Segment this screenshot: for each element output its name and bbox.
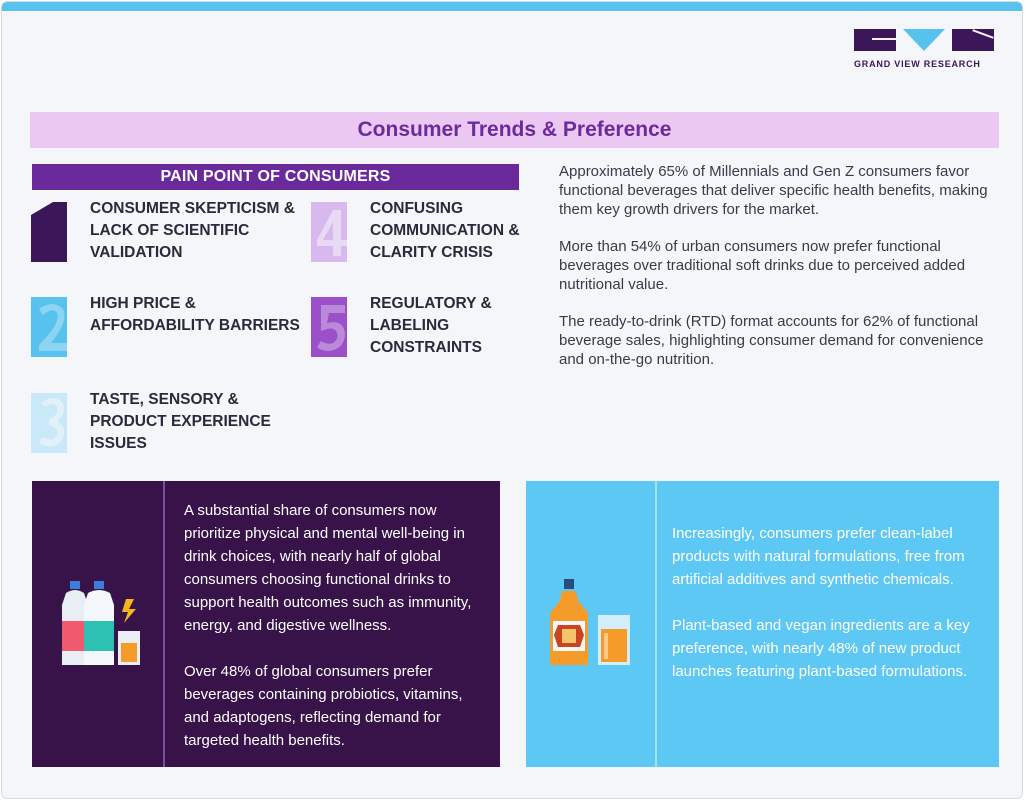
pain-point-item-4: [311, 198, 526, 264]
number-4-icon: [311, 198, 355, 258]
wellbeing-panel: [32, 481, 500, 767]
pain-point-item-3: [31, 389, 301, 455]
page-title: Consumer Trends & Preference: [357, 118, 672, 141]
logo-r-block: [952, 29, 994, 51]
brand-name: GRAND VIEW RESEARCH: [854, 59, 981, 69]
pain-point-item-2: [31, 293, 301, 353]
logo-mark: [854, 29, 996, 51]
number-3-icon: [31, 389, 75, 449]
bottles-energy-drink-icon: [60, 579, 144, 674]
pain-point-label-5: REGULATORY & LABELING CONSTRAINTS: [370, 295, 492, 356]
number-1-icon: [31, 198, 75, 258]
stat-paragraph: The ready-to-drink (RTD) format accounts for 62% of functional beverage sales, highlighting consumer demand for convenience and on-the-go nutrition.: [559, 313, 984, 368]
panel-paragraph: A substantial share of consumers now prioritize physical and mental well-being in drink choices, with nearly half of global consumers choosing functional drinks to support health outcomes such as immunity, energy, and digestive wellness.: [184, 502, 472, 634]
pain-point-item-1: [31, 198, 301, 264]
pain-point-label-2: HIGH PRICE & AFFORDABILITY BARRIERS: [90, 295, 300, 334]
pain-point-label-3: TASTE, SENSORY & PRODUCT EXPERIENCE ISSUES: [90, 391, 271, 452]
clean-label-copy: [672, 522, 977, 683]
stat-paragraph: More than 54% of urban consumers now prefer functional beverages over traditional soft drinks due to perceived added nutritional value.: [559, 238, 966, 293]
logo-v-block: [903, 29, 945, 51]
top-accent-bar: [2, 2, 1022, 11]
panel-paragraph: Plant-based and vegan ingredients are a key preference, with nearly 48% of new product launches featuring plant-based formulations.: [672, 617, 970, 680]
pain-point-item-5: [311, 293, 526, 359]
pain-point-label-1: CONSUMER SKEPTICISM & LACK OF SCIENTIFIC VALIDATION: [90, 200, 295, 261]
number-2-icon: [31, 293, 75, 353]
panel-divider: [655, 481, 657, 767]
logo-g-block: [854, 29, 896, 51]
stats-column: [559, 162, 1004, 387]
panel-paragraph: Increasingly, consumers prefer clean-label products with natural formulations, free from artificial additives and synthetic chemicals.: [672, 525, 965, 588]
wellbeing-copy: [184, 499, 489, 752]
title-banner: [30, 112, 999, 148]
clean-label-panel: [526, 481, 999, 767]
infographic-frame: [1, 1, 1023, 799]
pain-point-heading: PAIN POINT OF CONSUMERS: [160, 168, 391, 185]
stat-paragraph: Approximately 65% of Millennials and Gen Z consumers favor functional beverages that deliver specific health benefits, making them key growth drivers for the market.: [559, 163, 988, 218]
brand-logo: [854, 29, 996, 69]
panel-divider: [163, 481, 165, 767]
pain-point-heading-bar: [32, 164, 519, 190]
juice-bottle-glass-icon: [550, 577, 634, 674]
number-5-icon: [311, 293, 355, 353]
pain-point-label-4: CONFUSING COMMUNICATION & CLARITY CRISIS: [370, 200, 520, 261]
panel-paragraph: Over 48% of global consumers prefer beverages containing probiotics, vitamins, and adaptogens, reflecting demand for targeted health benefits.: [184, 663, 463, 749]
